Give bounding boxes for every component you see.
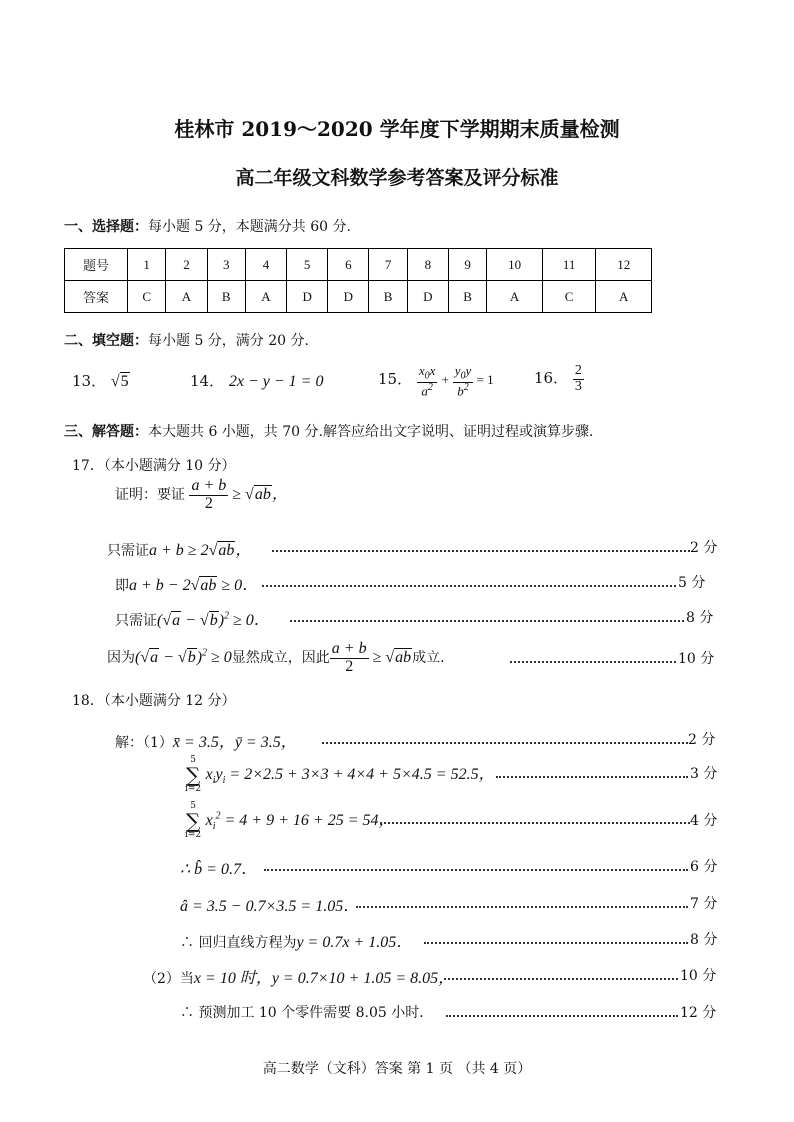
q17-line-4: 只需证$(√a - √b)^2 \ge 0$． [115, 610, 270, 629]
question-number-cell: 7 [369, 249, 407, 281]
q17-line-2: 只需证a + b ≥ 2√ab， [107, 542, 252, 559]
q18-score-7: 7 分 [690, 896, 718, 912]
question-number-cell: 10 [487, 249, 543, 281]
q18-score-6: 6 分 [690, 859, 718, 875]
q17-line-5: 因为$(√a - √b)^2 \ge 0$显然成立，因此 $\frac{a + b}{2}$ ≥ √ab成立. [107, 640, 445, 675]
page-title: 桂林市 2019～2020 学年度下学期期末质量检测 [174, 117, 620, 141]
answer-cell: B [369, 281, 407, 313]
q17-score-8: 8 分 [686, 610, 714, 626]
q17-heading: 17．（本小题满分 10 分） [72, 458, 236, 474]
question-number-cell: 4 [245, 249, 286, 281]
fill-answer-15: 15． $\frac{x_0x}{a^2}$ + $\frac{y_0y}{b^2}$ = 1 [378, 363, 494, 399]
fill-answer-16: 16． $\frac{2}{3}$ [534, 363, 582, 394]
answer-cell: A [596, 281, 652, 313]
page-footer: 高二数学（文科）答案 第 1 页 （共 4 页） [262, 1061, 532, 1077]
answer-cell: B [448, 281, 486, 313]
question-number-cell: 3 [207, 249, 245, 281]
q17-score-2: 2 分 [690, 540, 718, 556]
table-row-answers [65, 281, 652, 313]
fill-answer-13: 13． √5 [72, 372, 129, 390]
question-number-cell: 12 [596, 249, 652, 281]
q18-score-12: 12 分 [680, 1005, 717, 1021]
section-choice-label: 一、选择题 [64, 219, 134, 235]
section-solve-label: 三、解答题 [64, 424, 134, 440]
q18-score-4: 4 分 [690, 813, 718, 829]
answer-cell: C [542, 281, 596, 313]
q18-score-2: 2 分 [688, 732, 716, 748]
q18-score-3: 3 分 [690, 766, 718, 782]
answer-cell: D [287, 281, 328, 313]
q18-line-8: ∴ 预测加工 10 个零件需要 8.05 小时． [180, 1005, 434, 1021]
section-choice: 一、选择题：每小题 5 分，本题满分共 60 分. [64, 219, 351, 235]
section-choice-desc: 每小题 5 分，本题满分共 60 分. [148, 219, 351, 235]
q17-score-5: 5 分 [678, 575, 706, 591]
section-fill-desc: 每小题 5 分，满分 20 分. [148, 333, 309, 349]
section-solve-desc: 本大题共 6 小题，共 70 分.解答应给出文字说明、证明过程或演算步骤. [148, 424, 594, 440]
answer-cell: D [328, 281, 369, 313]
answer-cell: A [166, 281, 207, 313]
answer-table [64, 248, 652, 313]
q18-line-2: 5 ∑ i=2 $x_iy_i = 2\times 2.5 + 3\times 3 + 4\times 4 + 5\times 4.5 = 52.5$， [185, 755, 495, 794]
question-number-cell: 9 [448, 249, 486, 281]
question-number-cell: 2 [166, 249, 207, 281]
answer-cell: B [207, 281, 245, 313]
question-number-cell: 6 [328, 249, 369, 281]
section-fill: 二、填空题：每小题 5 分，满分 20 分. [64, 333, 309, 349]
section-fill-label: 二、填空题 [64, 333, 134, 349]
table-row-numbers [65, 249, 652, 281]
q18-score-10: 10 分 [680, 968, 717, 984]
q18-score-8: 8 分 [690, 932, 718, 948]
page-subtitle: 高二年级文科数学参考答案及评分标准 [235, 167, 559, 189]
q17-line-3: 即a + b − 2√ab ≥ 0． [115, 577, 259, 594]
fill-answer-14: 14． 2x − y − 1 = 0 [190, 372, 324, 390]
q17-line-1: 证明：要证 $\frac{a + b}{2}$ ≥ √ab， [115, 477, 288, 512]
answer-cell: A [487, 281, 543, 313]
section-solve: 三、解答题：本大题共 6 小题，共 70 分.解答应给出文字说明、证明过程或演算步骤. [64, 424, 594, 440]
q18-line-5: â = 3.5 − 0.7×3.5 = 1.05． [180, 898, 360, 915]
q18-line-3: 5 ∑ i=2 $x_i^2 = 4 + 9 + 16 + 25 = 54$， [185, 801, 395, 840]
row-header-answer: 答案 [65, 281, 128, 313]
q17-score-10: 10 分 [678, 651, 715, 667]
row-header-number: 题号 [65, 249, 128, 281]
question-number-cell: 8 [407, 249, 448, 281]
question-number-cell: 11 [542, 249, 596, 281]
question-number-cell: 5 [287, 249, 328, 281]
q18-line-7: （2）当x = 10 时，y = 0.7×10 + 1.05 = 8.05， [143, 970, 455, 987]
answer-cell: A [245, 281, 286, 313]
q18-line-1: 解：（1）x̄ = 3.5，ȳ = 3.5， [115, 734, 297, 751]
q18-line-6: ∴ 回归直线方程为y = 0.7x + 1.05． [180, 934, 413, 951]
q18-line-4: ∴ b̂ = 0.7． [180, 861, 257, 878]
answer-cell: C [128, 281, 166, 313]
q18-heading: 18．（本小题满分 12 分） [72, 693, 236, 709]
question-number-cell: 1 [128, 249, 166, 281]
answer-cell: D [407, 281, 448, 313]
